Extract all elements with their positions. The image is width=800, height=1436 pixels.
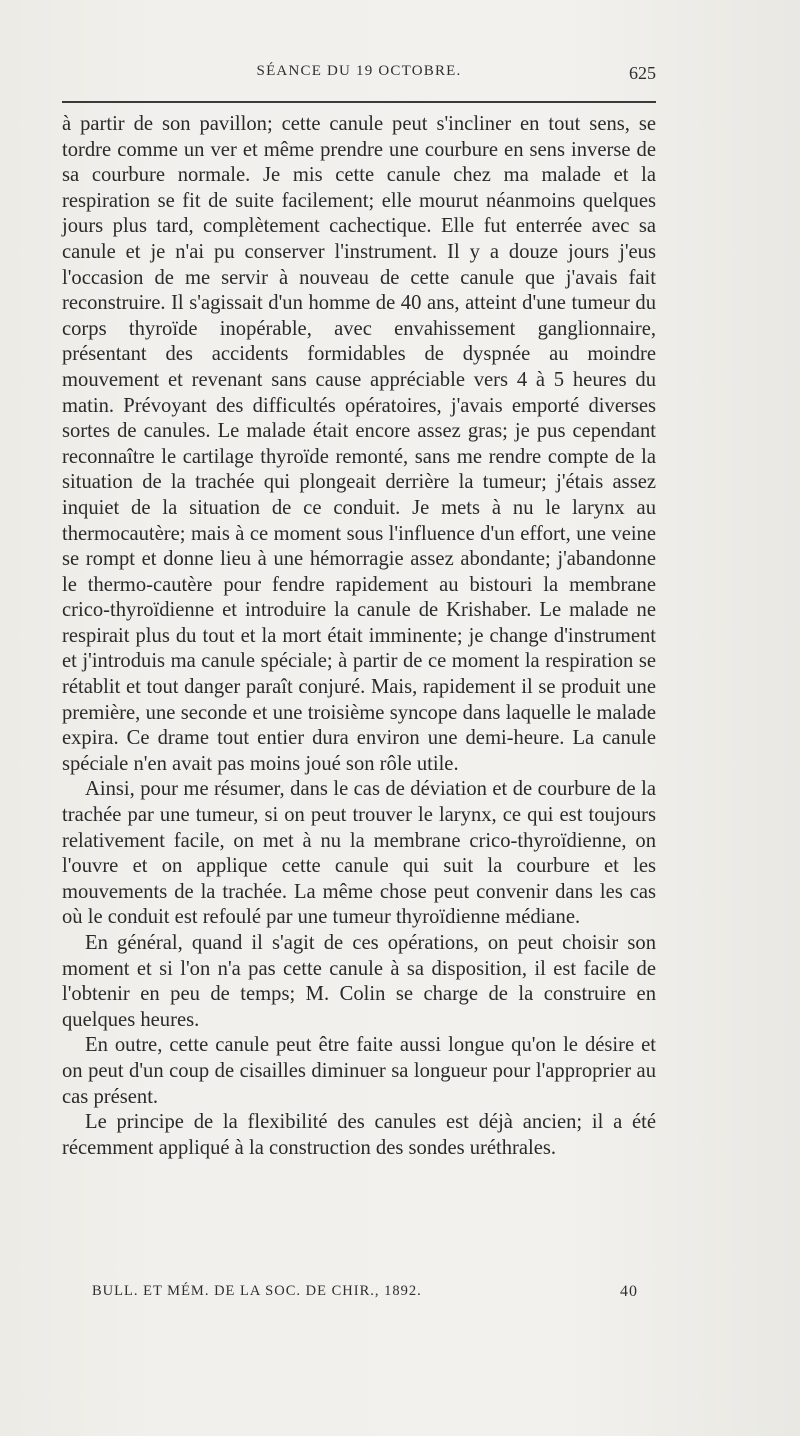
running-title: SÉANCE DU 19 OCTOBRE. (256, 63, 462, 79)
signature-mark: 40 (620, 1283, 638, 1300)
body-text (62, 112, 656, 1161)
paragraph-summary: Ainsi, pour me résumer, dans le cas de déviation et de courbure de la trachée par une tumeur, si on peut trouver le larynx, ce qui est toujours relativement facile, on met à nu la membrane crico-thyroïdienne, on l'ouvre et on applique cette canule qui suit la courbure et les mouvements de la trachée. La même chose peut convenir dans les cas où le conduit est refoulé par une tumeur thyroïdienne médiane. (62, 778, 656, 929)
paragraph-general: En général, quand il s'agit de ces opérations, on peut choisir son moment et si l'on n'a pas cette canule à sa disposition, il est facile de l'obtenir en peu de temps; M. Colin se charge de la construire en quelques heures. (62, 932, 656, 1031)
paragraph-principle: Le principe de la flexibilité des canules est déjà ancien; il a été récemment appliqué à la construction des sondes uréthrales. (62, 1111, 656, 1159)
paragraph-length: En outre, cette canule peut être faite aussi longue qu'on le désire et on peut d'un coup de cisailles diminuer sa longueur pour l'approprier au cas présent. (62, 1034, 656, 1108)
journal-reference: BULL. ET MÉM. DE LA SOC. DE CHIR., 1892. (92, 1283, 422, 1299)
page-header (62, 63, 656, 93)
paragraph-continued: à partir de son pavillon; cette canule peut s'incliner en tout sens, se tordre comme un ver et même prendre une courbure en sens inverse de sa courbure normale. Je mis cette canule chez ma malade et la respiration se fit de suite facilement; elle mourut néanmoins quelques jours plus tard, complètement cachectique. Elle fut enterrée avec sa canule et je n'ai pu conserver l'instrument. Il y a douze jours j'eus l'occasion de me servir à nouveau de cette canule que j'avais fait reconstruire. Il s'agissait d'un homme de 40 ans, atteint d'une tumeur du corps thyroïde inopérable, avec envahissement ganglionnaire, présentant des accidents formidables de dyspnée au moindre mouvement et revenant sans cause appréciable vers 4 à 5 heures du matin. Prévoyant des difficultés opératoires, j'avais emporté diverses sortes de canules. Le malade était encore assez gras; je pus cependant reconnaître le cartilage thyroïde remonté, sans me rendre compte de la situation de la trachée qui plongeait derrière la tumeur; j'étais assez inquiet de la situation de ce conduit. Je mets à nu le larynx au thermocautère; mais à ce moment sous l'influence d'un effort, une veine se rompt et donne lieu à une hémorragie assez abondante; j'abandonne le thermo-cautère pour fendre rapidement au bistouri la membrane crico-thyroïdienne et introduire la canule de Krishaber. Le malade ne respirait plus du tout et la mort était imminente; je change d'instrument et j'introduis ma canule spéciale; à partir de ce moment la respiration se rétablit et tout danger paraît conjuré. Mais, rapidement il se produit une première, une seconde et une troisième syncope dans laquelle le malade expira. Ce drame tout entier dura environ une demi-heure. La canule spéciale n'en avait pas moins joué son rôle utile. (62, 113, 656, 775)
page-number: 625 (629, 63, 656, 83)
header-rule (62, 101, 656, 103)
